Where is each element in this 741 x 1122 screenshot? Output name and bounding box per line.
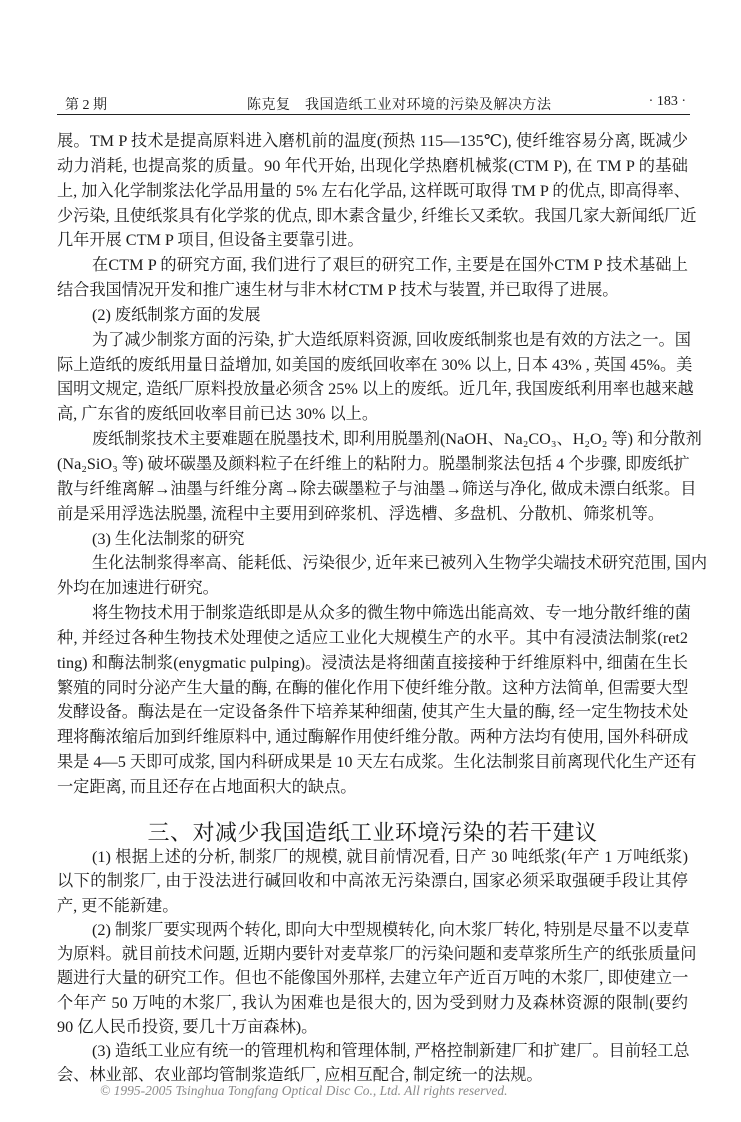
text-line: (2) 废纸制浆方面的发展 (92, 305, 261, 324)
text-line: 几年开展 CTM P 项目, 但设备主要靠引进。 (57, 231, 364, 250)
text-line: (1) 根据上述的分析, 制浆厂的规模, 就目前情况看, 日产 30 吨纸浆(年产 1 万吨纸浆) (92, 848, 688, 866)
text-line: 少污染, 且使纸浆具有化学浆的优点, 即木素含量少, 纤维长又柔软。我国几家大新闻纸厂近 (57, 206, 697, 225)
text-line: 个年产 50 万吨的木浆厂, 我认为困难也是很大的, 因为受到财力及森林资源的限制(要约 (57, 993, 688, 1012)
text-line: 动力消耗, 也提高浆的质量。90 年代开始, 出现化学热磨机械浆(CTM P), 在 TM P 的基础 (57, 156, 688, 175)
body-section-1 (57, 129, 708, 800)
running-title: 陈克复 我国造纸工业对环境的污染及解决方法 (247, 98, 552, 113)
text-line: 果是 4—5 天即可成浆, 国内科研成果是 10 天左右成浆。生化法制浆目前离现代化生产还有 (57, 753, 697, 772)
text-line: 生化法制浆得率高、能耗低、污染很少, 近年来已被列入生物学尖端技术研究范围, 国内 (92, 554, 708, 573)
text-line: ting) 和酶法制浆(enygmatic pulping)。浸渍法是将细菌直接接种于纤维原料中, 细菌在生长 (57, 653, 688, 672)
section-heading: 三、对减少我国造纸工业环境污染的若干建议 (147, 820, 598, 845)
text-line: 种, 并经过各种生物技术处理使之适应工业化大规模生产的水平。其中有浸渍法制浆(ret2 (57, 628, 688, 647)
copyright-notice: © 1995-2005 Tsinghua Tongfang Optical Disc Co., Ltd. All rights reserved. (100, 1083, 508, 1098)
text-line: 展。TM P 技术是提高原料进入磨机前的温度(预热 115—135℃), 使纤维容易分离, 既减少 (57, 132, 688, 150)
text-line: 际上造纸的废纸用量日益增加, 如美国的废纸回收率在 30% 以上, 日本 43% , 英国 45%。美 (57, 355, 693, 374)
page-number: · 183 · (648, 94, 686, 109)
text-line: 一定距离, 而且还存在占地面积大的缺点。 (57, 777, 357, 796)
text-line: (Na₂SiO₃ 等) 破坏碳墨及颜料粒子在纤维上的粘附力。脱墨制浆法包括 4 个步骤, 即废纸扩 (57, 454, 690, 473)
text-line: 繁殖的同时分泌产生大量的酶, 在酶的催化作用下使纤维分散。这种方法简单, 但需要大型 (57, 678, 689, 697)
text-line: 在CTM P 的研究方面, 我们进行了艰巨的研究工作, 主要是在国外CTM P 技术基础上 (92, 256, 688, 275)
text-line: (2) 制浆厂要实现两个转化, 即向大中型规模转化, 向木浆厂转化, 特别是尽量不以麦草 (92, 920, 690, 939)
text-line: 散与纤维离解→油墨与纤维分离→除去碳墨粒子与油墨→筛送与净化, 做成未漂白纸浆。目 (57, 479, 697, 498)
text-line: (3) 造纸工业应有统一的管理机构和管理体制, 严格控制新建厂和扩建厂。目前轻工总 (92, 1042, 690, 1060)
text-line: (3) 生化法制浆的研究 (92, 529, 245, 548)
body-section-2 (57, 845, 697, 1088)
running-header (57, 92, 690, 114)
text-line: 90 亿人民币投资, 要几十万亩森林)。 (57, 1017, 318, 1036)
text-line: 国明文规定, 造纸厂原料投放量必须含 25% 以上的废纸。近几年, 我国废纸利用率也越来越 (57, 380, 694, 399)
text-line: 产, 更不能新建。 (57, 896, 179, 915)
issue-number: 第 2 期 (65, 98, 107, 113)
text-line: 为原料。就目前技术问题, 近期内要针对麦草浆厂的污染问题和麦草浆所生产的纸张质量问 (57, 945, 697, 963)
text-line: 高, 广东省的废纸回收率目前已达 30% 以上。 (57, 405, 379, 424)
text-line: 废纸制浆技术主要难题在脱墨技术, 即利用脱墨剂(NaOH、Na₂CO₃、H₂O₂ 等) 和分散剂 (92, 430, 702, 449)
text-line: 题进行大量的研究工作。但也不能像国外那样, 去建立年产近百万吨的木浆厂, 即使建立一 (57, 969, 689, 988)
text-line: 理将酶浓缩后加到纤维原料中, 通过酶解作用使纤维分散。两种方法均有使用, 国外科研成 (57, 728, 689, 747)
header-rule (57, 114, 690, 115)
text-line: 前是采用浮选法脱墨, 流程中主要用到碎浆机、浮选槽、多盘机、分散机、筛浆机等。 (57, 504, 665, 523)
text-line: 结合我国情况开发和推广速生材与非木材CTM P 技术与装置, 并已取得了进展。 (57, 281, 619, 300)
text-line: 上, 加入化学制浆法化学品用量的 5% 左右化学品, 这样既可取得 TM P 的优点, 即高得率、 (57, 181, 690, 200)
text-line: 将生物技术用于制浆造纸即是从众多的微生物中筛选出能高效、专一地分散纤维的菌 (92, 604, 691, 623)
text-line: 外均在加速进行研究。 (57, 579, 219, 598)
text-line: 发酵设备。酶法是在一定设备条件下培养某种细菌, 使其产生大量的酶, 经一定生物技术处 (57, 703, 689, 722)
text-line: 以下的制浆厂, 由于没法进行碱回收和中高浓无污染漂白, 国家必须采取强硬手段让其停 (57, 872, 688, 891)
text-line: 为了减少制浆方面的污染, 扩大造纸原料资源, 回收废纸制浆也是有效的方法之一。国 (92, 330, 691, 349)
text-line: 会、林业部、农业部均管制浆造纸厂, 应相互配合, 制定统一的法规。 (57, 1066, 543, 1085)
